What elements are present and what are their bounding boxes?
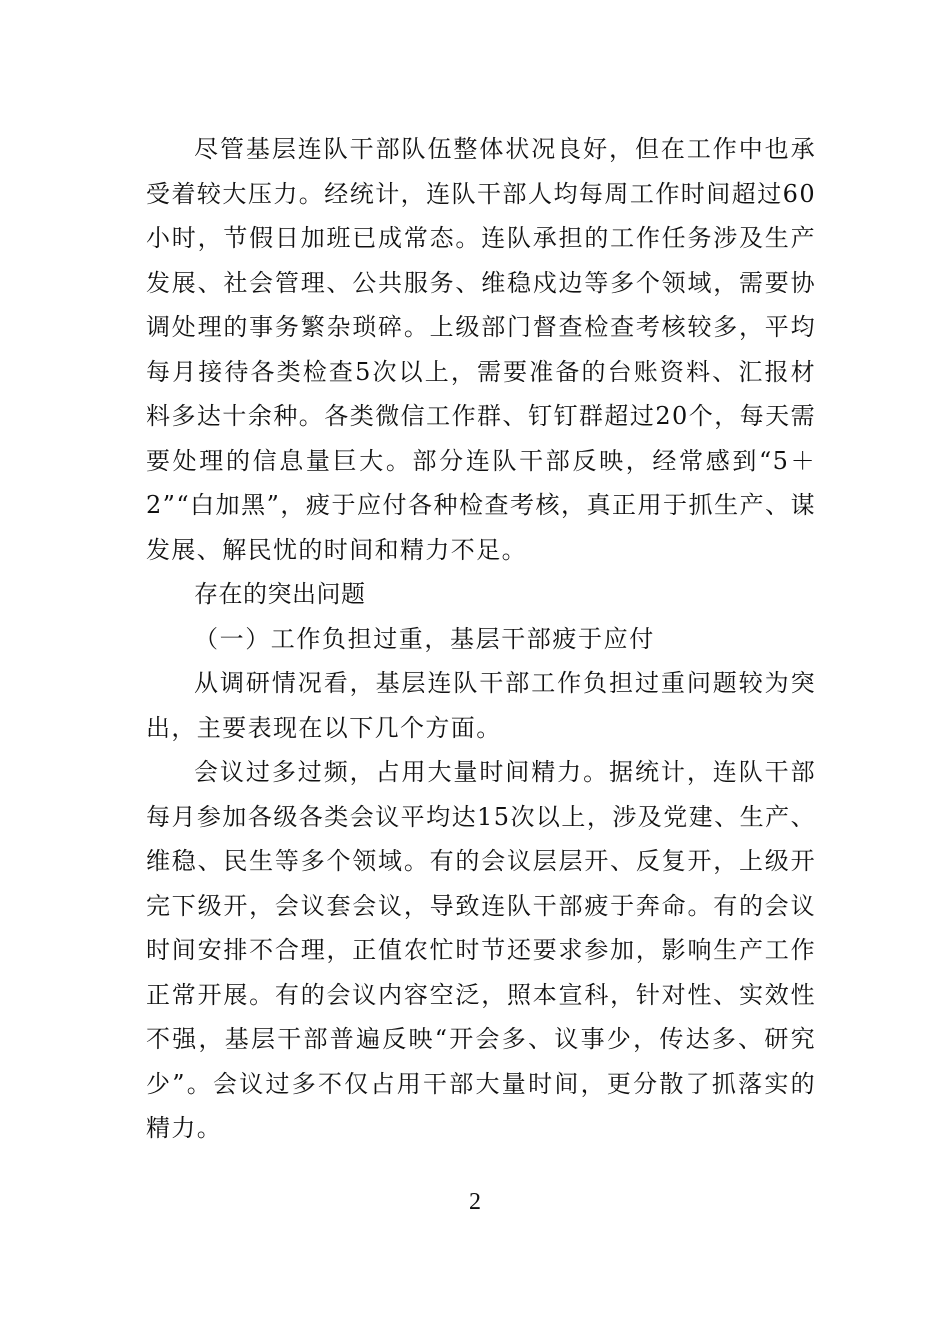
subsection-heading: （一）工作负担过重，基层干部疲于应付 [194,624,655,653]
section-heading: 存在的突出问题 [194,580,366,608]
paragraph-intro: 从调研情况看，基层连队干部工作负担过重问题较为突出，主要表现在以下几个方面。 [146,669,816,742]
paragraph-workload-overview: 尽管基层连队干部队伍整体状况良好，但在工作中也承受着较大压力。经统计，连队干部人均每周工作时间超过60小时，节假日加班已成常态。连队承担的工作任务涉及生产发展、社会管理、公共服务、维稳戍边等多个领域，需要协调处理的事务繁杂琐碎。上级部门督查检查考核较多，平均每月接待各类检查5次以上，需要准备的台账资料、汇报材料多达十余种。各类微信工作群、钉钉群超过20个，每天需要处理的信息量巨大。部分连队干部反映，经常感到“5＋2”“白加黑”，疲于应付各种检查考核，真正用于抓生产、谋发展、解民忧的时间和精力不足。 [146,135,816,564]
document-body [146,127,816,1151]
page-number: 2 [469,1189,481,1215]
paragraph-meetings: 会议过多过频，占用大量时间精力。据统计，连队干部每月参加各级各类会议平均达15次以上，涉及党建、生产、维稳、民生等多个领域。有的会议层层开、反复开，上级开完下级开，会议套会议，导致连队干部疲于奔命。有的会议时间安排不合理，正值农忙时节还要求参加，影响生产工作正常开展。有的会议内容空泛，照本宣科，针对性、实效性不强，基层干部普遍反映“开会多、议事少，传达多、研究少”。会议过多不仅占用干部大量时间，更分散了抓落实的精力。 [146,758,816,1142]
